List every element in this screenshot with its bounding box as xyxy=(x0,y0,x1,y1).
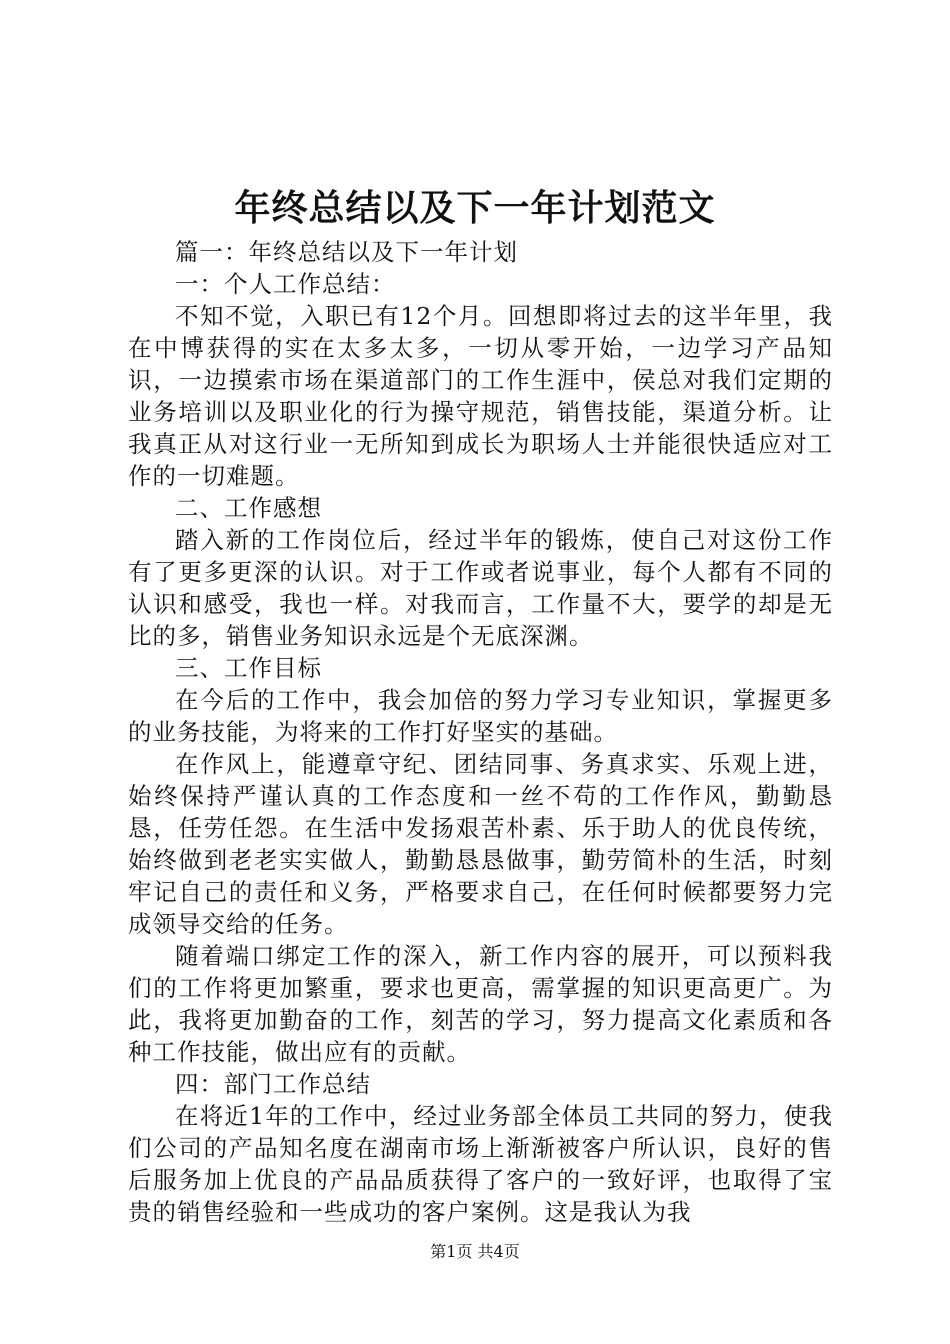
paragraph: 三、工作目标 xyxy=(175,654,322,682)
paragraph: 随着端口绑定工作的深入，新工作内容的展开，可以预料我们的工作将更加繁重，要求也更高，需掌握的知识更高更广。为此，我将更加勤奋的工作，刻苦的学习，努力提高文化素质和各种工作技能，做出应有的贡献。 xyxy=(128,942,833,1066)
paragraph: 在今后的工作中，我会加倍的努力学习专业知识，掌握更多的业务技能，为将来的工作打好坚实的基础。 xyxy=(128,686,833,746)
paragraph: 篇一：年终总结以及下一年计划 xyxy=(175,238,518,266)
paragraph: 四：部门工作总结 xyxy=(175,1070,371,1098)
document-title: 年终总结以及下一年计划范文 xyxy=(234,188,716,229)
paragraph: 在将近1年的工作中，经过业务部全体员工共同的努力，使我们公司的产品知名度在湖南市场上渐渐被客户所认识，良好的售后服务加上优良的产品品质获得了客户的一致好评，也取得了宝贵的销售经验和一些成功的客户案例。这是我认为我 xyxy=(128,1102,833,1226)
page-footer: 第1页 共4页 xyxy=(430,1242,520,1261)
document-body xyxy=(128,236,833,1228)
paragraph: 不知不觉，入职已有12个月。回想即将过去的这半年里，我在中博获得的实在太多太多，一切从零开始，一边学习产品知识，一边摸索市场在渠道部门的工作生涯中，侯总对我们定期的业务培训以及职业化的行为操守规范，销售技能，渠道分析。让我真正从对这行业一无所知到成长为职场人士并能很快适应对工作的一切难题。 xyxy=(128,302,833,490)
paragraph: 二、工作感想 xyxy=(175,494,322,522)
paragraph: 踏入新的工作岗位后，经过半年的锻炼，使自己对这份工作有了更多更深的认识。对于工作或者说事业，每个人都有不同的认识和感受，我也一样。对我而言，工作量不大，要学的却是无比的多，销售业务知识永远是个无底深渊。 xyxy=(128,526,833,650)
paragraph: 一：个人工作总结： xyxy=(175,270,396,298)
paragraph: 在作风上，能遵章守纪、团结同事、务真求实、乐观上进，始终保持严谨认真的工作态度和一丝不苟的工作作风，勤勤恳恳，任劳任怨。在生活中发扬艰苦朴素、乐于助人的优良传统，始终做到老老实实做人，勤勤恳恳做事，勤劳简朴的生活，时刻牢记自己的责任和义务，严格要求自己，在任何时候都要努力完成领导交给的任务。 xyxy=(128,750,833,938)
